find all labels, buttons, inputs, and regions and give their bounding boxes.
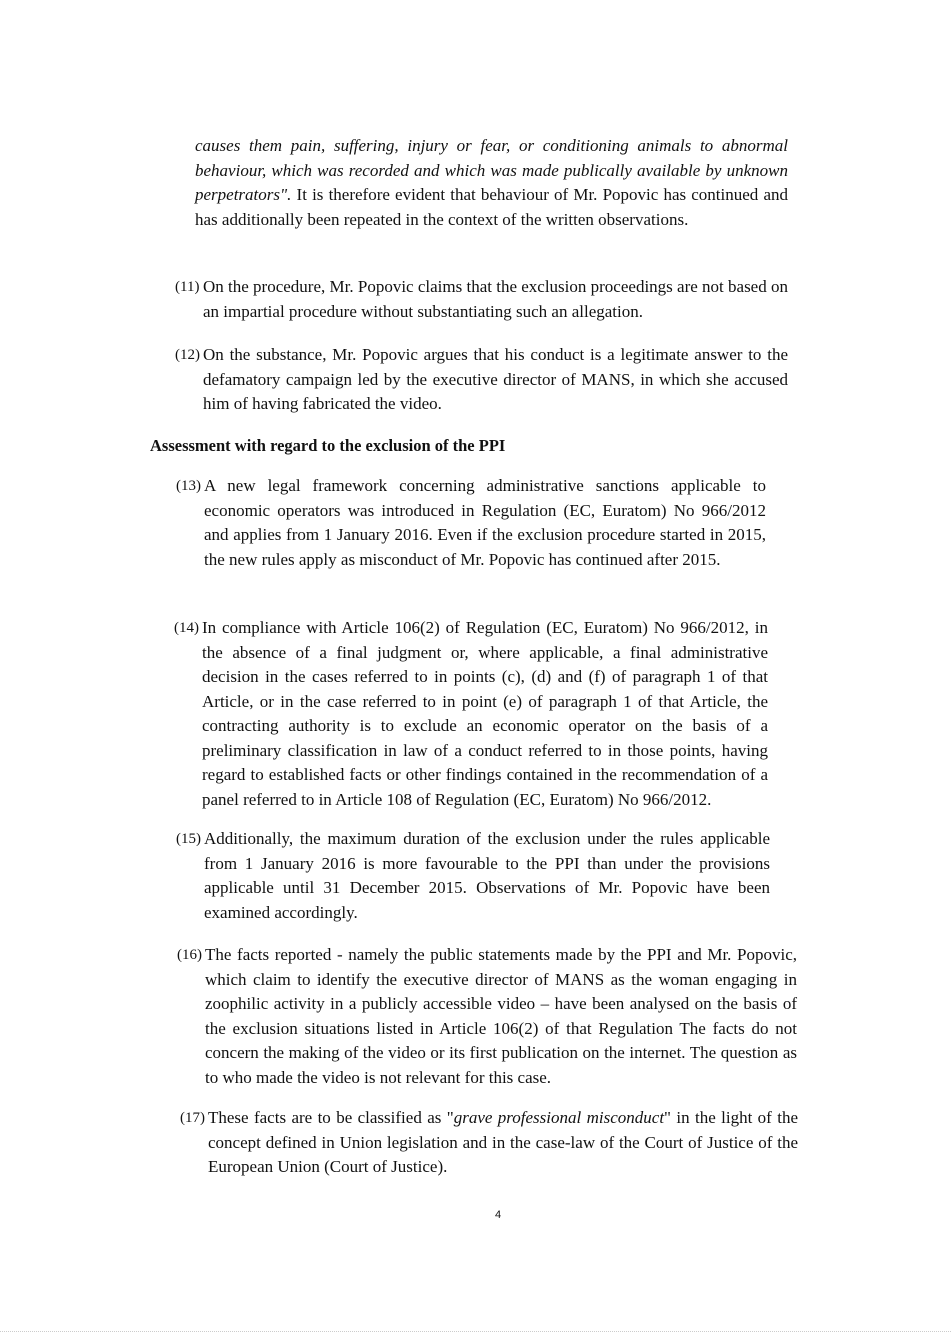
paragraph-14 (174, 616, 768, 812)
paragraph-number: (17) (180, 1110, 205, 1126)
paragraph-11 (175, 275, 788, 324)
paragraph-text-italic: grave professional misconduct (453, 1108, 665, 1127)
paragraph-text: On the procedure, Mr. Popovic claims that the exclusion proceedings are not based on an impartial procedure without substantiating such an allegation. (203, 277, 788, 321)
paragraph-number: (15) (176, 831, 201, 847)
section-heading: Assessment with regard to the exclusion of the PPI (150, 436, 506, 455)
paragraph-text-before: These facts are to be classified as " (208, 1108, 454, 1127)
paragraph-text: A new legal framework concerning administrative sanctions applicable to economic operators was introduced in Regulation (EC, Euratom) No 966/2012 and applies from 1 January 2016. Even if the exclusion procedure started in 2015, the new rules apply as misconduct of Mr. Popovic has continued after 2015. (204, 476, 766, 569)
paragraph-text: In compliance with Article 106(2) of Regulation (EC, Euratom) No 966/2012, in the absence of a final judgment or, where applicable, a final administrative decision in the cases referred to in points (c), (d) and (f) of paragraph 1 of that Article, or in the case referred to in point (e) of paragraph 1 of that Article, the contracting authority is to exclude an economic operator on the basis of a preliminary classification in law of a conduct referred to in those points, having regard to established facts or other findings contained in the recommendation of a panel referred to in Article 108 of Regulation (EC, Euratom) No 966/2012. (202, 618, 768, 809)
paragraph-13 (176, 474, 766, 572)
paragraph-number: (14) (174, 620, 199, 636)
intro-italic-quote: causes them pain, suffering, injury or fear, or conditioning animals to abnormal behaviour, which was recorded and which was made publically available by unknown perpetrators". (195, 136, 788, 204)
paragraph-number: (12) (175, 347, 200, 363)
intro-continuation-paragraph (195, 134, 788, 232)
intro-plain-text: It is therefore evident that behaviour of Mr. Popovic has continued and has additionally been repeated in the context of the written observations. (195, 185, 788, 229)
page-edge-divider (0, 1331, 951, 1332)
paragraph-17 (180, 1106, 798, 1180)
paragraph-text: On the substance, Mr. Popovic argues that his conduct is a legitimate answer to the defamatory campaign led by the executive director of MANS, in which she accused him of having fabricated the video. (203, 345, 788, 413)
paragraph-text: The facts reported - namely the public statements made by the PPI and Mr. Popovic, which claim to identify the executive director of MANS as the woman engaging in zoophilic activity in a publicly accessible video – have been analysed on the basis of the exclusion situations listed in Article 106(2) of that Regulation The facts do not concern the making of the video or its first publication on the internet. The question as to who made the video is not relevant for this case. (205, 945, 797, 1087)
paragraph-16 (177, 943, 797, 1090)
paragraph-text: Additionally, the maximum duration of the exclusion under the rules applicable from 1 January 2016 is more favourable to the PPI than under the provisions applicable until 31 December 2015. Observations of Mr. Popovic have been examined accordingly. (204, 829, 770, 922)
paragraph-number: (11) (175, 279, 200, 295)
paragraph-number: (16) (177, 947, 202, 963)
paragraph-15 (176, 827, 770, 925)
page-number: 4 (495, 1209, 502, 1221)
paragraph-12 (175, 343, 788, 417)
paragraph-number: (13) (176, 478, 201, 494)
paragraph-text-after: " in the light of the concept defined in Union legislation and in the case-law of the Court of Justice of the European Union (Court of Justice). (208, 1108, 798, 1176)
